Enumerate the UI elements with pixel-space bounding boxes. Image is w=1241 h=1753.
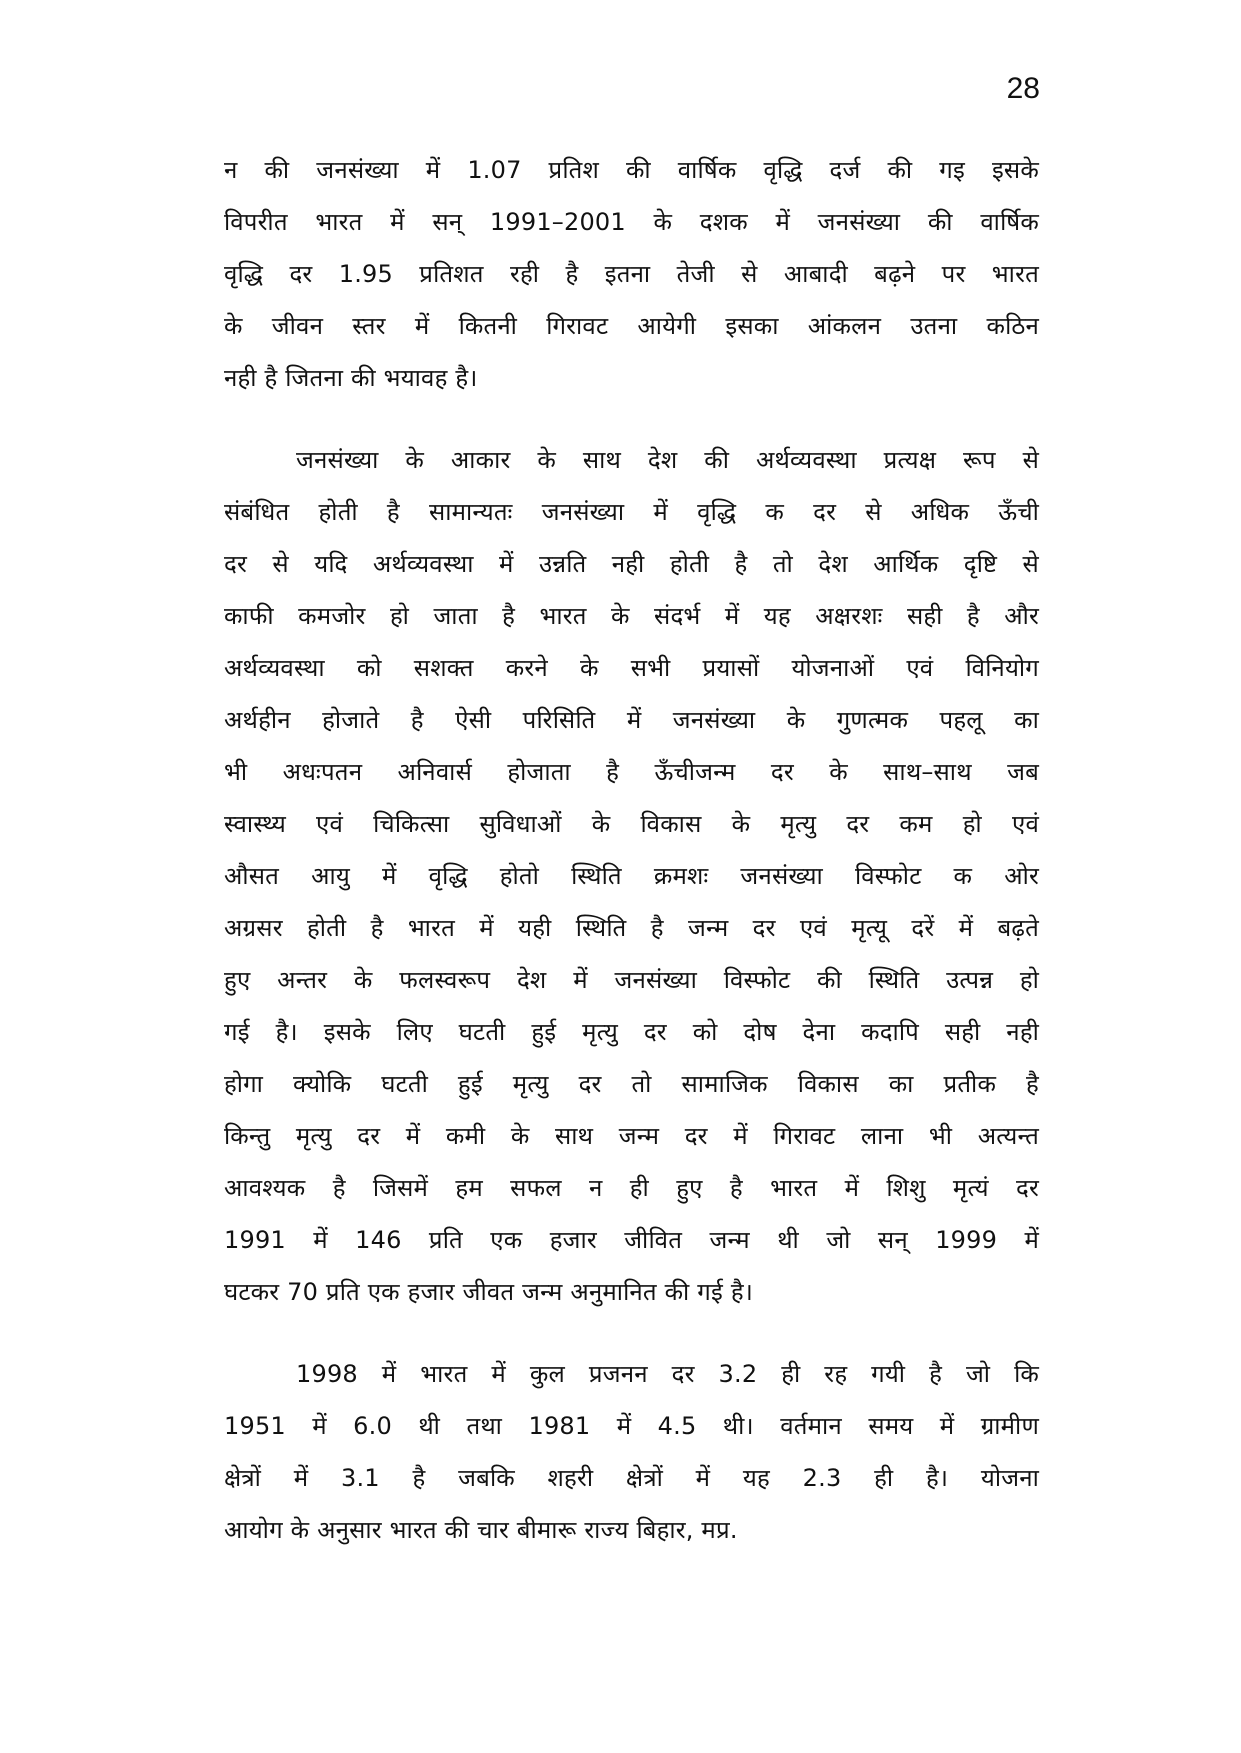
text-line: होगा क्योकि घटती हुई मृत्यु दर तो सामाजिक विकास का प्रतीक है <box>224 1070 1039 1098</box>
text-line: वृद्धि दर 1.95 प्रतिशत रही है इतना तेजी से आबादी बढ़ने पर भारत <box>224 260 1039 288</box>
text-line: आयोग के अनुसार भारत की चार बीमारू राज्य बिहार, मप्र. <box>224 1516 738 1544</box>
paragraph <box>224 144 1039 404</box>
paragraph <box>224 1348 1039 1556</box>
page-number: 28 <box>1006 72 1040 105</box>
text-line: गई है। इसके लिए घटती हुई मृत्यु दर को दोष देना कदापि सही नही <box>224 1018 1039 1046</box>
text-line: विपरीत भारत में सन् 1991–2001 के दशक में जनसंख्या की वार्षिक <box>224 208 1039 236</box>
text-line: अर्थहीन होजाते है ऐसी परिसिति में जनसंख्या के गुणत्मक पहलू का <box>224 706 1039 734</box>
text-line: औसत आयु में वृद्धि होतो स्थिति क्रमशः जनसंख्या विस्फोट क ओर <box>224 862 1039 890</box>
text-line: 1991 में 146 प्रति एक हजार जीवित जन्म थी जो सन् 1999 में <box>224 1226 1039 1254</box>
text-line: नही है जितना की भयावह है। <box>224 364 478 392</box>
paragraph <box>224 434 1039 1318</box>
text-line: भी अधःपतन अनिवार्स होजाता है ऊँचीजन्म दर के साथ–साथ जब <box>224 758 1039 786</box>
text-line: स्वास्थ्य एवं चिकित्सा सुविधाओं के विकास के मृत्यु दर कम हो एवं <box>224 810 1039 838</box>
text-line: अर्थव्यवस्था को सशक्त करने के सभी प्रयासों योजनाओं एवं विनियोग <box>224 654 1039 682</box>
text-line: अग्रसर होती है भारत में यही स्थिति है जन्म दर एवं मृत्यू दरें में बढ़ते <box>224 914 1039 942</box>
text-line: न की जनसंख्या में 1.07 प्रतिश की वार्षिक वृद्धि दर्ज की गइ इसके <box>224 156 1039 184</box>
text-line: संबंधित होती है सामान्यतः जनसंख्या में वृद्धि क दर से अधिक ऊँची <box>224 498 1039 526</box>
text-line: 1998 में भारत में कुल प्रजनन दर 3.2 ही रह गयी है जो कि <box>296 1360 1039 1388</box>
text-line: आवश्यक है जिसमें हम सफल न ही हुए है भारत में शिशु मृत्यं दर <box>224 1174 1039 1202</box>
text-line: काफी कमजोर हो जाता है भारत के संदर्भ में यह अक्षरशः सही है और <box>224 602 1039 630</box>
text-line: के जीवन स्तर में कितनी गिरावट आयेगी इसका आंकलन उतना कठिन <box>224 312 1039 340</box>
text-line: क्षेत्रों में 3.1 है जबकि शहरी क्षेत्रों में यह 2.3 ही है। योजना <box>224 1464 1039 1492</box>
text-line: हुए अन्तर के फलस्वरूप देश में जनसंख्या विस्फोट की स्थिति उत्पन्न हो <box>224 966 1039 994</box>
text-line: किन्तु मृत्यु दर में कमी के साथ जन्म दर में गिरावट लाना भी अत्यन्त <box>224 1122 1039 1150</box>
text-line: 1951 में 6.0 थी तथा 1981 में 4.5 थी। वर्तमान समय में ग्रामीण <box>224 1412 1039 1440</box>
body-text <box>224 144 1039 1586</box>
text-line: जनसंख्या के आकार के साथ देश की अर्थव्यवस्था प्रत्यक्ष रूप से <box>296 446 1039 474</box>
text-line: दर से यदि अर्थव्यवस्था में उन्नति नही होती है तो देश आर्थिक दृष्टि से <box>224 550 1039 578</box>
text-line: घटकर 70 प्रति एक हजार जीवत जन्म अनुमानित की गई है। <box>224 1278 754 1306</box>
